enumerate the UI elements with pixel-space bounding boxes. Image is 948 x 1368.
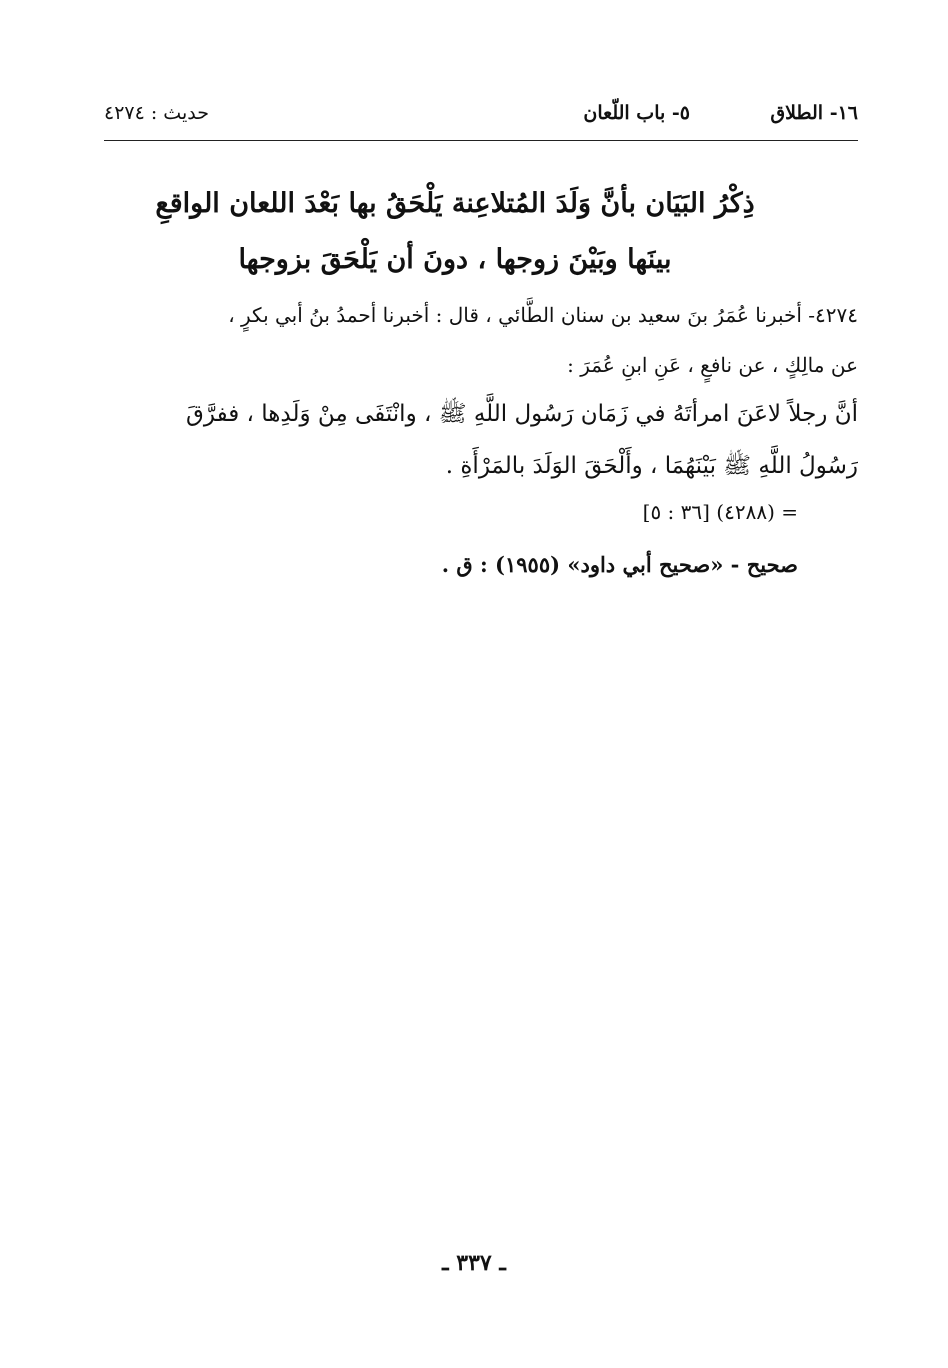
header-divider bbox=[104, 140, 858, 141]
matn-line-1: أنَّ رجلاً لاعَنَ امرأتَهُ في زَمَان رَسُول اللَّهِ ﷺ ، وانْتَفَى مِنْ وَلَدِها ، ففرَّقَ bbox=[186, 401, 858, 427]
book-title: ١٦- الطلاق bbox=[770, 102, 858, 124]
hadith-grading: صحيح - «صحيح أبي داود» (١٩٥٥) : ق . bbox=[441, 552, 798, 577]
running-header bbox=[104, 98, 858, 138]
matn-paragraph bbox=[106, 388, 858, 492]
isnad-paragraph bbox=[106, 290, 858, 390]
matn-line-2: رَسُولُ اللَّهِ ﷺ بَيْنَهُمَا ، وأَلْحَقَ الوَلَدَ بالمَرْأَةِ . bbox=[445, 453, 858, 479]
hadith-reference: حديث : ٤٢٧٤ bbox=[104, 102, 209, 124]
cross-reference: = (٤٢٨٨) [٣٦ : ٥] bbox=[642, 500, 798, 524]
isnad-line-2: عن مالِكٍ ، عن نافعٍ ، عَنِ ابنِ عُمَرَ : bbox=[567, 353, 858, 377]
heading-line-2: بينَها وبَيْنَ زوجها ، دونَ أن يَلْحَقَ بزوجها bbox=[238, 244, 672, 275]
section-heading bbox=[150, 176, 760, 288]
page-number: ـ ٣٣٧ ـ bbox=[442, 1250, 506, 1276]
chapter-title: ٥- باب اللّعان bbox=[583, 102, 690, 124]
heading-line-1: ذِكْرُ البَيَان بأنَّ وَلَدَ المُتلاعِنة يَلْحَقُ بها بَعْدَ اللعان الواقعِ bbox=[155, 188, 755, 219]
isnad-line-1: ٤٢٧٤- أخبرنا عُمَرُ بنَ سعيد بن سنان الطَّائي ، قال : أخبرنا أحمدُ بنُ أبي بكرٍ ، bbox=[228, 303, 858, 327]
